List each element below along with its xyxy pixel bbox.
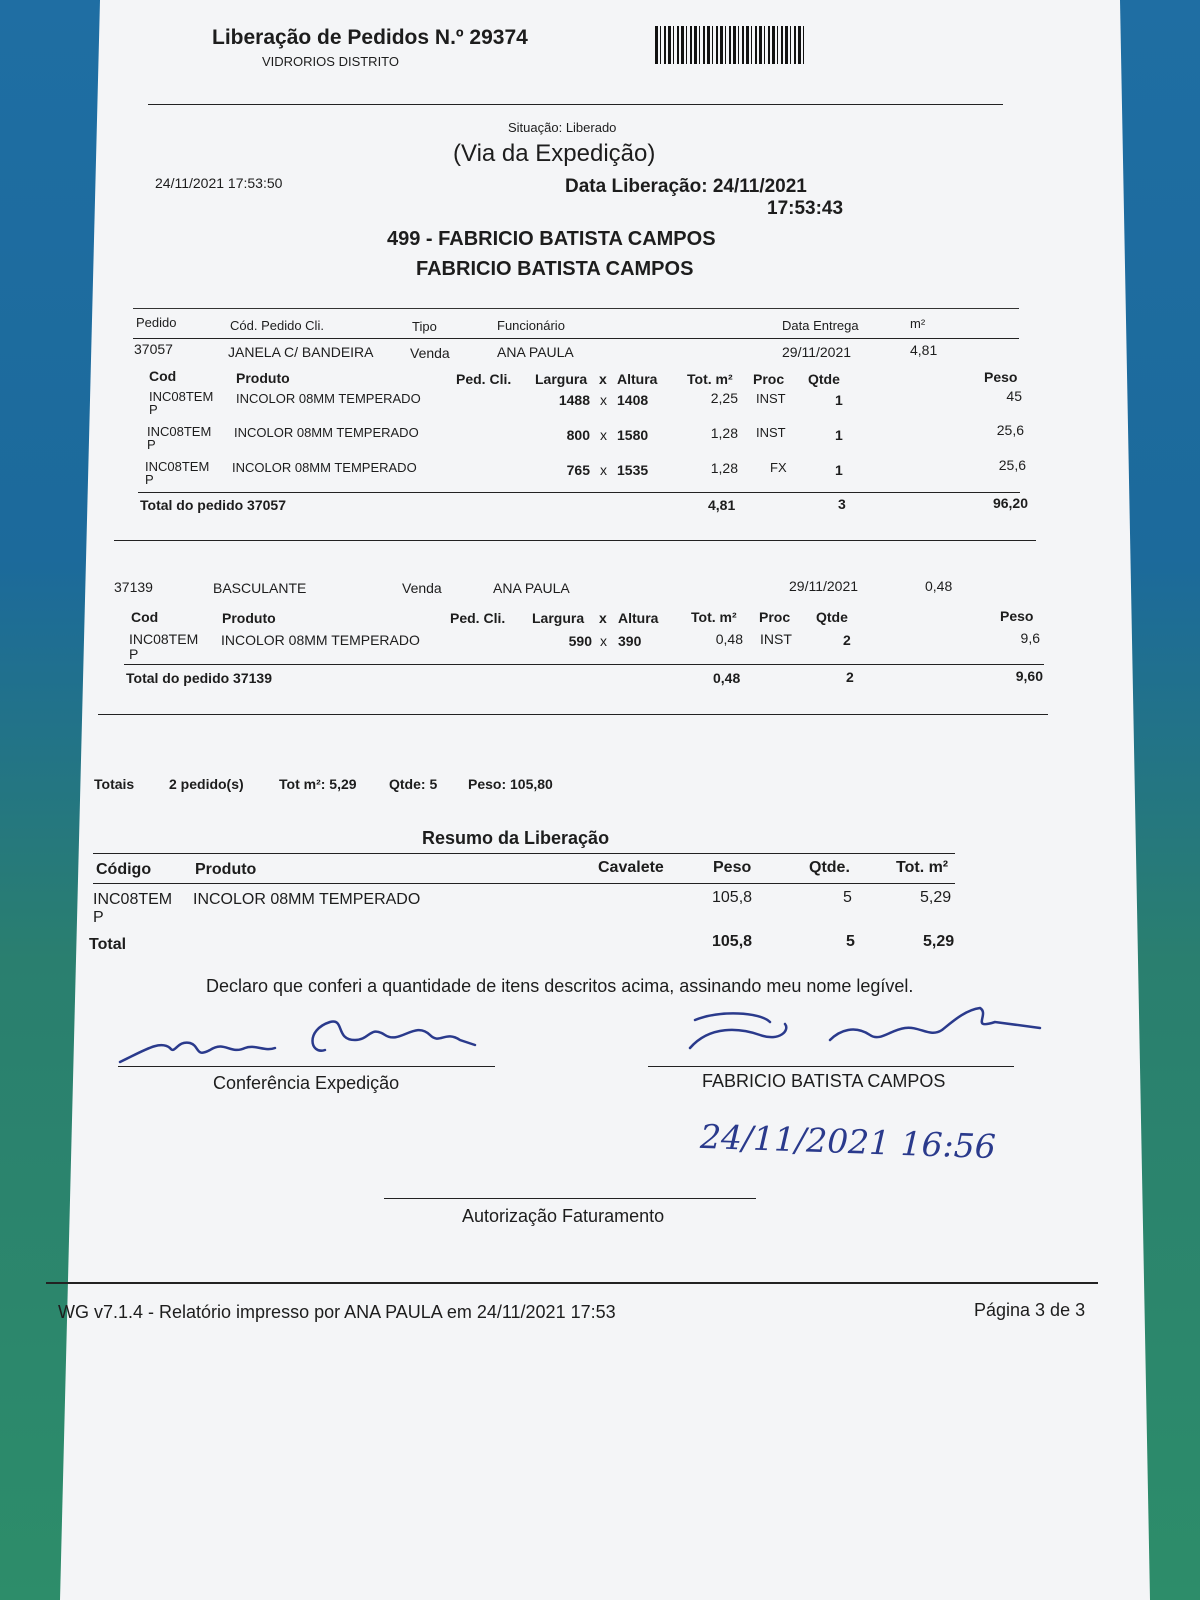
item-x: x	[600, 462, 607, 478]
order-2-data-entrega: 29/11/2021	[789, 578, 859, 594]
order-2-col-proc: Proc	[759, 609, 791, 625]
order-1-col-proc: Proc	[753, 371, 785, 387]
order-1-col-x: x	[599, 371, 607, 387]
footer-text: WG v7.1.4 - Relatório impresso por ANA PAULA em 24/11/2021 17:53	[58, 1302, 616, 1322]
order-2-col-cod: Cod	[131, 609, 159, 625]
order-2-tipo: Venda	[402, 580, 442, 596]
order-1-col-cod: Cod	[149, 368, 177, 384]
order-2-col-qtde: Qtde	[816, 609, 848, 625]
item-altura: 1408	[617, 392, 649, 408]
order-2-total-qtde: 2	[846, 669, 854, 685]
order-1-col-peso: Peso	[984, 369, 1018, 385]
header-divider	[148, 104, 1003, 105]
summary-row-qtde: 5	[843, 889, 852, 906]
item-produto: INCOLOR 08MM TEMPERADO	[236, 391, 421, 406]
item-cod-suffix: P	[145, 472, 154, 487]
col-data-entrega: Data Entrega	[782, 318, 859, 333]
item-qtde: 1	[835, 427, 843, 443]
release-time: 17:53:43	[767, 198, 844, 219]
order-1-tipo: Venda	[410, 345, 450, 361]
client-name: FABRICIO BATISTA CAMPOS	[416, 258, 694, 280]
order-2-col-x: x	[599, 610, 607, 626]
item-cod-suffix: P	[149, 402, 158, 417]
order-2-total-label: Total do pedido 37139	[126, 670, 272, 686]
item-altura: 390	[618, 633, 642, 649]
col-funcionario: Funcionário	[497, 318, 565, 333]
summary-col-qtde: Qtde.	[809, 859, 850, 876]
col-tipo: Tipo	[412, 319, 437, 334]
conference-label: Conferência Expedição	[213, 1073, 400, 1093]
item-proc: INST	[760, 631, 792, 647]
order-2-cod-cli: BASCULANTE	[213, 580, 307, 596]
col-pedido: Pedido	[136, 315, 177, 330]
summary-col-cavalete: Cavalete	[598, 859, 664, 876]
order-1-total-peso: 96,20	[992, 495, 1028, 511]
order-1-cod-cli: JANELA C/ BANDEIRA	[228, 344, 374, 360]
order-1-m2: 4,81	[910, 342, 938, 358]
item-largura: 590	[568, 633, 592, 649]
col-m2: m²	[910, 316, 926, 331]
item-largura: 1488	[558, 392, 590, 408]
summary-title: Resumo da Liberação	[422, 828, 610, 848]
declaration-text: Declaro que conferi a quantidade de itens descritos acima, assinando meu nome legível.	[206, 976, 914, 996]
client-signature-label: FABRICIO BATISTA CAMPOS	[702, 1071, 946, 1091]
order-1-col-ped-cli: Ped. Cli.	[456, 371, 512, 387]
order-1-funcionario: ANA PAULA	[497, 344, 574, 360]
summary-total-tot: 5,29	[923, 933, 955, 950]
item-peso: 45	[1006, 388, 1022, 404]
summary-total-qtde: 5	[846, 933, 855, 950]
order-2-total-peso: 9,60	[1015, 668, 1043, 684]
order-1-col-largura: Largura	[535, 371, 588, 387]
release-date: Data Liberação: 24/11/2021	[565, 176, 807, 197]
signature-line-left	[118, 1066, 495, 1067]
item-proc: FX	[770, 460, 787, 475]
document-title: Liberação de Pedidos N.º 29374	[212, 26, 528, 49]
order-1-total-label: Total do pedido 37057	[140, 497, 286, 513]
via-label: (Via da Expedição)	[453, 140, 656, 167]
order-1-col-tot-m2: Tot. m²	[687, 371, 733, 387]
order-2-col-ped-cli: Ped. Cli.	[450, 610, 506, 626]
item-cod: INC08TEM	[145, 459, 210, 474]
signature-line-right	[648, 1066, 1014, 1067]
summary-col-tot-m2: Tot. m²	[896, 859, 949, 876]
item-largura: 800	[566, 427, 590, 443]
company-name: VIDRORIOS DISTRITO	[262, 54, 399, 69]
order-1-end-rule	[114, 540, 1036, 541]
item-cod: INC08TEM	[147, 424, 212, 439]
summary-row-tot: 5,29	[920, 889, 952, 906]
order-2-end-rule	[98, 714, 1048, 715]
summary-col-produto: Produto	[195, 861, 257, 878]
order-2-col-tot-m2: Tot. m²	[691, 609, 737, 625]
order-2-funcionario: ANA PAULA	[493, 580, 570, 596]
item-peso: 25,6	[996, 422, 1024, 438]
totals-qtde: Qtde: 5	[389, 776, 438, 792]
page-number: Página 3 de 3	[974, 1300, 1086, 1320]
footer-rule	[46, 1282, 1098, 1284]
item-proc: INST	[756, 391, 786, 406]
order-2-total-m2: 0,48	[713, 670, 741, 686]
item-produto: INCOLOR 08MM TEMPERADO	[234, 425, 419, 440]
summary-col-codigo: Código	[96, 861, 152, 878]
signature-conference	[115, 1010, 505, 1070]
summary-row-produto: INCOLOR 08MM TEMPERADO	[193, 891, 421, 908]
item-cod: INC08TEM	[149, 389, 214, 404]
item-cod: INC08TEM	[129, 631, 199, 647]
order-1-col-qtde: Qtde	[808, 371, 840, 387]
totals-tot-m2: Tot m²: 5,29	[279, 776, 357, 792]
totals-peso: Peso: 105,80	[468, 776, 553, 792]
order-1-number: 37057	[134, 341, 173, 357]
item-cod-suffix: P	[129, 646, 139, 662]
item-peso: 25,6	[998, 457, 1026, 473]
order-2-col-altura: Altura	[618, 610, 659, 626]
col-cod-pedido-cli: Cód. Pedido Cli.	[230, 318, 324, 333]
item-x: x	[600, 633, 607, 649]
order-2-m2: 0,48	[925, 578, 953, 594]
barcode	[655, 26, 805, 64]
order-1-total-m2: 4,81	[708, 497, 736, 513]
print-datetime: 24/11/2021 17:53:50	[155, 175, 283, 191]
item-altura: 1535	[617, 462, 649, 478]
order-2-col-peso: Peso	[1000, 608, 1034, 624]
summary-row-peso: 105,8	[712, 889, 753, 906]
order-1-data-entrega: 29/11/2021	[782, 344, 852, 360]
summary-row-cod-suffix: P	[93, 909, 104, 926]
item-x: x	[600, 392, 607, 408]
order-2-total-rule	[124, 664, 1044, 665]
client-code-name: 499 - FABRICIO BATISTA CAMPOS	[387, 228, 716, 250]
totals-pedidos: 2 pedido(s)	[169, 776, 244, 792]
item-qtde: 1	[835, 392, 843, 408]
item-altura: 1580	[617, 427, 649, 443]
item-produto: INCOLOR 08MM TEMPERADO	[232, 460, 417, 475]
summary-total-peso: 105,8	[712, 933, 753, 950]
item-cod-suffix: P	[147, 437, 156, 452]
billing-label: Autorização Faturamento	[462, 1206, 665, 1226]
summary-col-peso: Peso	[713, 859, 752, 876]
order-1-col-produto: Produto	[236, 370, 290, 386]
order-header-bottom-rule	[133, 338, 1019, 339]
situation-label: Situação: Liberado	[508, 120, 617, 135]
order-2-number: 37139	[114, 579, 153, 595]
item-tot-m2: 2,25	[710, 390, 738, 406]
handwritten-date: 24/11/2021 16:56	[699, 1116, 997, 1167]
item-qtde: 2	[843, 632, 851, 648]
summary-row-cod: INC08TEM	[93, 891, 173, 908]
totals-label: Totais	[94, 776, 135, 792]
order-1-total-qtde: 3	[838, 496, 846, 512]
order-1-col-altura: Altura	[617, 371, 658, 387]
item-tot-m2: 1,28	[710, 425, 738, 441]
summary-top-rule	[93, 853, 955, 854]
order-2-col-largura: Largura	[532, 610, 585, 626]
item-proc: INST	[756, 425, 786, 440]
summary-total-label: Total	[89, 936, 127, 953]
billing-line	[384, 1198, 756, 1199]
signature-client	[680, 1000, 1050, 1060]
order-header-top-rule	[133, 308, 1019, 309]
item-produto: INCOLOR 08MM TEMPERADO	[221, 632, 420, 648]
item-tot-m2: 0,48	[715, 631, 743, 647]
item-x: x	[600, 427, 607, 443]
item-qtde: 1	[835, 462, 843, 478]
item-largura: 765	[566, 462, 590, 478]
item-tot-m2: 1,28	[710, 460, 738, 476]
item-peso: 9,6	[1020, 630, 1040, 646]
order-1-total-rule	[138, 492, 1020, 493]
order-2-col-produto: Produto	[222, 610, 276, 626]
summary-header-rule	[93, 883, 955, 884]
